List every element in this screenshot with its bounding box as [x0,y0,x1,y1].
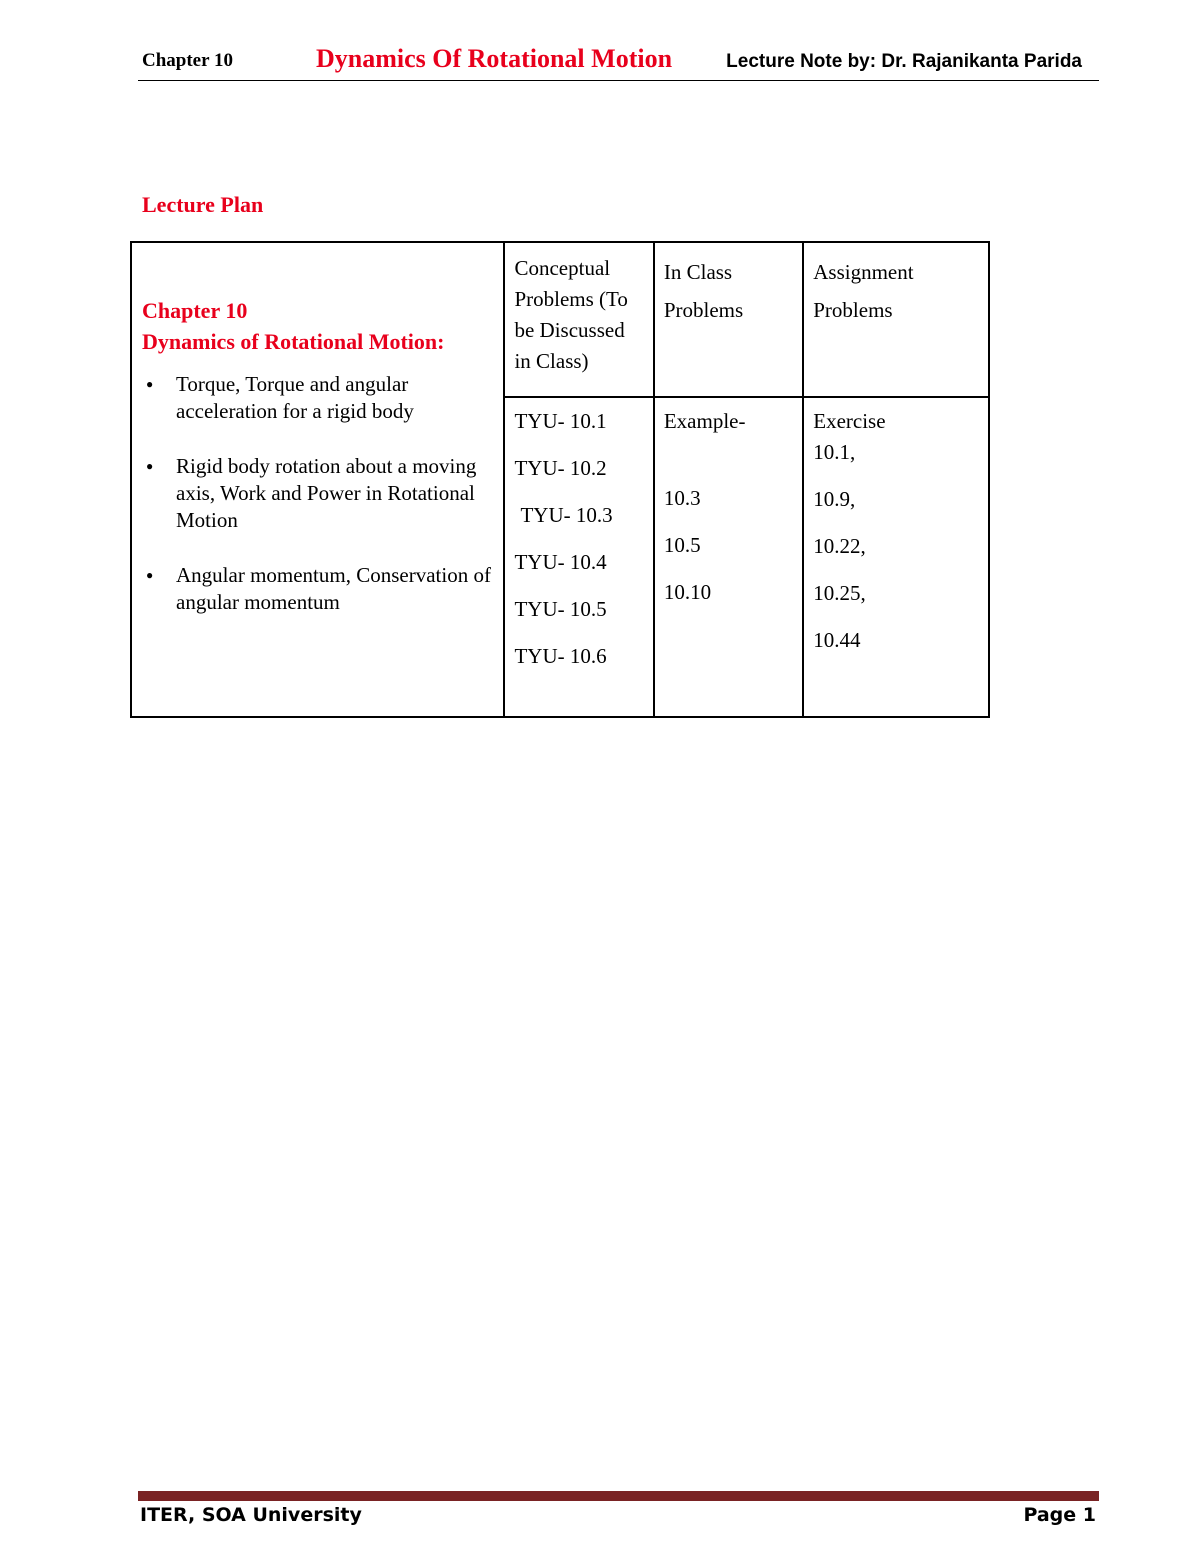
topic-item: ● Torque, Torque and angular acceleration for a rigid body [176,371,493,425]
conceptual-item: TYU- 10.5 [514,597,607,621]
spacer [664,453,794,483]
footer-divider [138,1491,1099,1501]
in-class-item: 10.5 [663,533,701,557]
lecture-plan-table [130,241,990,718]
in-class-header: In Class Problems [663,260,744,322]
conceptual-cell [504,397,653,717]
topic-item: ● Angular momentum, Conservation of angular momentum [176,562,493,616]
conceptual-item: TYU- 10.2 [514,456,607,480]
footer-institution: ITER, SOA University [140,1504,362,1526]
in-class-cell [654,397,803,717]
page-header [138,44,1098,80]
in-class-item: 10.10 [663,580,712,604]
conceptual-item: TYU- 10.3 [520,503,613,527]
header-chapter: Chapter 10 [142,50,233,71]
chapter-label: Chapter 10 [142,298,248,323]
chapter-name: Dynamics of Rotational Motion: [142,329,445,354]
assignment-item: 10.9, [813,487,856,511]
in-class-header-cell [654,242,803,397]
in-class-label: Example- [663,409,746,433]
section-title: Lecture Plan [142,192,264,217]
assignment-header-cell [803,242,989,397]
footer-page-number: Page 1 [1023,1504,1096,1526]
topic-item: ● Rigid body rotation about a moving axis, Work and Power in Rotational Motion [176,453,493,534]
conceptual-header-cell [504,242,653,397]
conceptual-item: TYU- 10.6 [514,644,607,668]
assignment-item: 10.44 [813,628,861,652]
assignment-item: 10.22, [813,534,866,558]
in-class-item: 10.3 [663,486,701,510]
header-author: Lecture Note by: Dr. Rajanikanta Parida [726,51,1082,72]
assignment-label: Exercise [813,409,886,433]
topic-list [142,371,493,616]
conceptual-header: Conceptual Problems (To be Discussed in Class) [514,256,628,373]
assignment-cell [803,397,989,717]
header-title: Dynamics Of Rotational Motion [316,44,673,73]
assignment-header: Assignment Problems [813,260,914,322]
conceptual-item: TYU- 10.4 [514,550,607,574]
assignment-item: 10.1, [813,440,856,464]
conceptual-item: TYU- 10.1 [514,409,607,433]
assignment-item: 10.25, [813,581,866,605]
header-divider [138,80,1099,81]
chapter-cell [131,242,504,717]
